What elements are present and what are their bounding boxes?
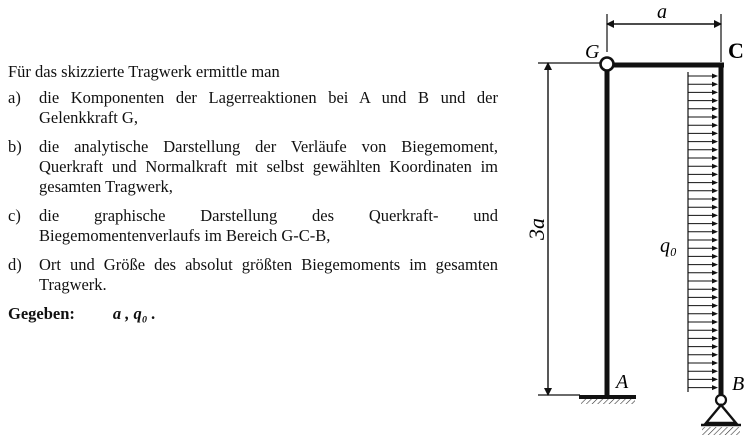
task-item-d (8, 255, 498, 295)
load-arrow-head (712, 254, 718, 259)
given-values: a , q₀ . (112, 304, 156, 323)
load-arrow-head (712, 205, 718, 210)
dimension-label-width: a (657, 1, 667, 23)
load-arrow-head (712, 344, 718, 349)
load-arrow-head (712, 336, 718, 341)
point-label-a: A (616, 371, 629, 393)
load-arrow-head (712, 98, 718, 103)
task-label: b) (8, 137, 22, 156)
load-arrows (688, 74, 718, 391)
hinge-g (601, 58, 614, 71)
load-arrow-head (712, 369, 718, 374)
dimension-label-height: 3a (524, 218, 549, 240)
point-label-c: C (728, 38, 744, 63)
load-arrow-head (712, 377, 718, 382)
load-arrow-head (712, 229, 718, 234)
load-arrow-head (712, 115, 718, 120)
load-arrow-head (712, 147, 718, 152)
load-arrow-head (712, 385, 718, 390)
task-text: Ort und Größe des absolut größten Biegemoments im gesamten Tragwerk. (39, 255, 498, 294)
load-arrow-head (712, 123, 718, 128)
load-arrow-head (712, 328, 718, 333)
load-arrow-head (712, 172, 718, 177)
load-arrow-head (712, 262, 718, 267)
load-arrow-head (712, 74, 718, 79)
load-arrow-head (712, 82, 718, 87)
task-label: c) (8, 206, 21, 225)
load-arrow-head (712, 139, 718, 144)
point-label-g: G (585, 41, 600, 63)
load-label: q₀ (660, 235, 677, 257)
load-arrow-head (712, 270, 718, 275)
point-label-b: B (732, 373, 745, 395)
task-text: die graphische Darstellung des Querkraft- und Biegemomentenverlaufs im Bereich G-C-B, (39, 206, 498, 245)
load-arrow-head (712, 238, 718, 243)
load-arrow-head (712, 352, 718, 357)
problem-intro: Für das skizzierte Tragwerk ermittle man (8, 62, 280, 81)
load-arrow-head (712, 106, 718, 111)
load-arrow-head (712, 295, 718, 300)
load-arrow-head (712, 197, 718, 202)
distributed-load (688, 72, 718, 392)
load-arrow-head (712, 246, 718, 251)
task-item-a (8, 88, 498, 128)
task-label: a) (8, 88, 21, 107)
pin-support-b (701, 395, 741, 435)
load-arrow-head (712, 164, 718, 169)
task-text: die analytische Darstellung der Verläufe von Biegemoment, Querkraft und Normalkraft mit selbst gewählten Koordinaten im gesamten Tragwerk, (39, 137, 498, 196)
load-arrow-head (712, 213, 718, 218)
given-label: Gegeben: (8, 304, 75, 323)
load-arrow-head (712, 311, 718, 316)
load-arrow-head (712, 303, 718, 308)
load-arrow-head (712, 221, 718, 226)
frame-structure-diagram (520, 0, 753, 440)
load-arrow-head (712, 180, 718, 185)
load-arrow-head (712, 287, 718, 292)
given-line (8, 304, 498, 324)
load-arrow-head (712, 156, 718, 161)
task-item-b (8, 137, 498, 197)
task-item-c (8, 206, 498, 246)
fixed-support-a (579, 397, 636, 404)
load-arrow-head (712, 90, 718, 95)
task-label: d) (8, 255, 22, 274)
load-arrow-head (712, 188, 718, 193)
load-arrow-head (712, 361, 718, 366)
load-arrow-head (712, 279, 718, 284)
load-arrow-head (712, 131, 718, 136)
problem-text (8, 62, 498, 324)
load-arrow-head (712, 320, 718, 325)
task-text: die Komponenten der Lagerreaktionen bei A und B und der Gelenkkraft G, (39, 88, 498, 127)
